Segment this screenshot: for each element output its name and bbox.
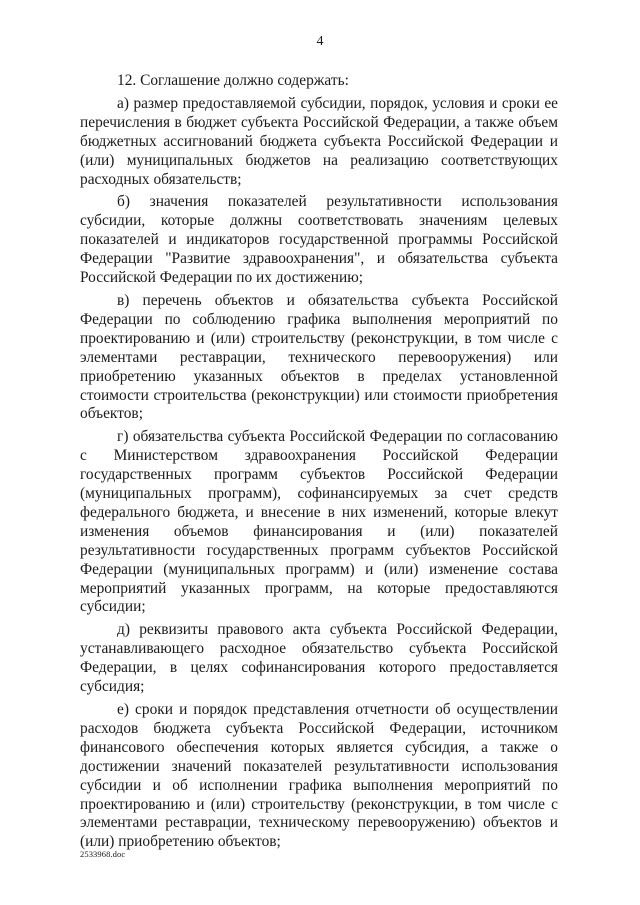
section-intro: 12. Соглашение должно содержать: — [117, 72, 349, 89]
clause-g: г) обязательства субъекта Российской Федерации по согласованию с Министерством здравоохранения Российской Федерации государственных программ субъектов Российской Федерации (муниципальных программ), софинансируемых за счет средств федерального бюджета, и внесение в них изменений, которые влекут изменения объемов финансирования и (или) показателей результативности государственных программ субъектов Российской Федерации (муниципальных программ) и (или) изменение состава мероприятий указанных программ, на которые предоставляются субсидии; — [80, 428, 558, 616]
document-body — [80, 72, 558, 852]
page-number: 4 — [316, 34, 324, 49]
clause-a: а) размер предоставляемой субсидии, порядок, условия и сроки ее перечисления в бюджет субъекта Российской Федерации, а также объем бюджетных ассигнований бюджета субъекта Российской Федерации и (или) муниципальных бюджетов на реализацию соответствующих расходных обязательств; — [80, 94, 558, 188]
clause-v: в) перечень объектов и обязательства субъекта Российской Федерации по соблюдению графика выполнения мероприятий по проектированию и (или) строительству (реконструкции, в том числе с элементами реставрации, технического перевооружения) или приобретению указанных объектов в пределах установленной стоимости строительства (реконструкции) или стоимости приобретения объектов; — [80, 291, 558, 423]
clause-d: д) реквизиты правового акта субъекта Российской Федерации, устанавливающего расходное обязательство субъекта Российской Федерации, в целях софинансирования которого предоставляется субсидия; — [80, 621, 558, 696]
clause-e: е) сроки и порядок представления отчетности об осуществлении расходов бюджета субъекта Российской Федерации, источником финансового обеспечения которых является субсидия, а также о достижении значений показателей результативности использования субсидии и об исполнении графика выполнения мероприятий по проектированию и (или) строительству (реконструкции, в том числе с элементами реставрации, техническому перевооружению) объектов и (или) приобретению объектов; — [80, 701, 558, 851]
footer-file-reference: 2533968.doc — [80, 849, 126, 859]
clause-b: б) значения показателей результативности использования субсидии, которые должны соответствовать значениям целевых показателей и индикаторов государственной программы Российской Федерации "Развитие здравоохранения", и обязательства субъекта Российской Федерации по их достижению; — [80, 193, 558, 287]
